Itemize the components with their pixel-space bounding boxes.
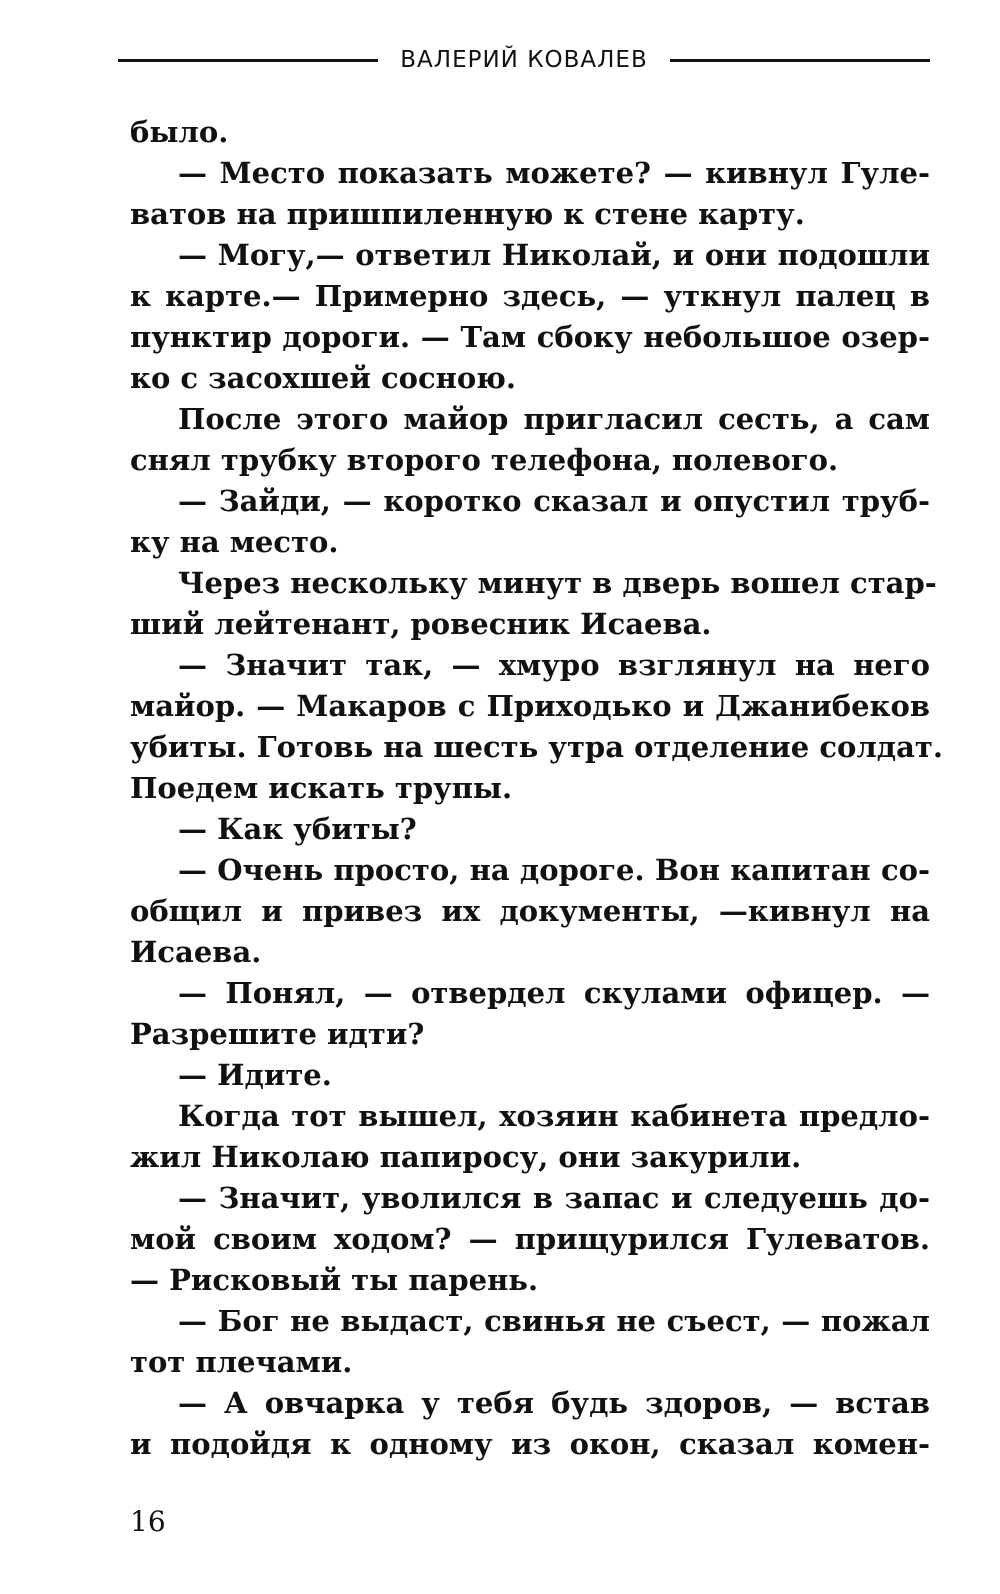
text-line: Разрешите идти?	[130, 1017, 425, 1051]
text-line: и подойдя к одному из окон, сказал комен-	[130, 1427, 930, 1461]
running-header	[118, 40, 930, 80]
text-line: ший лейтенант, ровесник Исаева.	[130, 607, 712, 641]
text-line: — Понял, — отвердел скулами офицер. —	[178, 976, 930, 1010]
text-line: — Идите.	[178, 1058, 332, 1092]
body-text	[130, 112, 943, 1465]
header-rule-left	[118, 59, 378, 62]
text-line: пунктир дороги. — Там сбоку небольшое озер-	[130, 320, 930, 354]
text-line: общил и привез их документы, —кивнул на	[130, 894, 930, 928]
text-line: — Значит, уволился в запас и следуешь до-	[178, 1181, 930, 1215]
text-line: Поедем искать трупы.	[130, 771, 513, 805]
header-rule-right	[670, 59, 930, 62]
text-line: Через нескольку минут в дверь вошел стар-	[178, 566, 937, 600]
text-line: снял трубку второго телефона, полевого.	[130, 443, 839, 477]
text-line: Исаева.	[130, 935, 262, 969]
text-line: мой своим ходом? — прищурился Гулеватов.	[130, 1222, 930, 1256]
text-line: жил Николаю папиросу, они закурили.	[130, 1140, 802, 1174]
text-line: — Рисковый ты парень.	[130, 1263, 539, 1297]
text-line: После этого майор пригласил сесть, а сам	[178, 402, 930, 436]
text-line: Когда тот вышел, хозяин кабинета предло-	[178, 1099, 930, 1133]
text-line: к карте.— Примерно здесь, — уткнул палец в	[130, 279, 930, 313]
text-line: — Могу,— ответил Николай, и они подошли	[178, 238, 930, 272]
text-line: — Очень просто, на дороге. Вон капитан со-	[178, 853, 930, 887]
text-line: — А овчарка у тебя будь здоров, — встав	[178, 1386, 930, 1420]
text-line: — Как убиты?	[178, 812, 417, 846]
text-line: убиты. Готовь на шесть утра отделение солдат.	[130, 730, 943, 764]
text-line: — Место показать можете? — кивнул Гуле-	[178, 156, 930, 190]
text-line: — Бог не выдаст, свинья не съест, — пожал	[178, 1304, 930, 1338]
text-line: майор. — Макаров с Приходько и Джанибеков	[130, 689, 930, 723]
text-line: ку на место.	[130, 525, 339, 559]
page-number: 16	[130, 1505, 166, 1538]
text-line: ватов на пришпиленную к стене карту.	[130, 197, 805, 231]
text-line: тот плечами.	[130, 1345, 353, 1379]
text-line: — Значит так, — хмуро взглянул на него	[178, 648, 930, 682]
running-header-title: ВАЛЕРИЙ КОВАЛЕВ	[400, 47, 648, 73]
text-line: ко с засохшей сосною.	[130, 361, 517, 395]
text-line: — Зайди, — коротко сказал и опустил труб-	[178, 484, 930, 518]
text-line: было.	[130, 115, 229, 149]
